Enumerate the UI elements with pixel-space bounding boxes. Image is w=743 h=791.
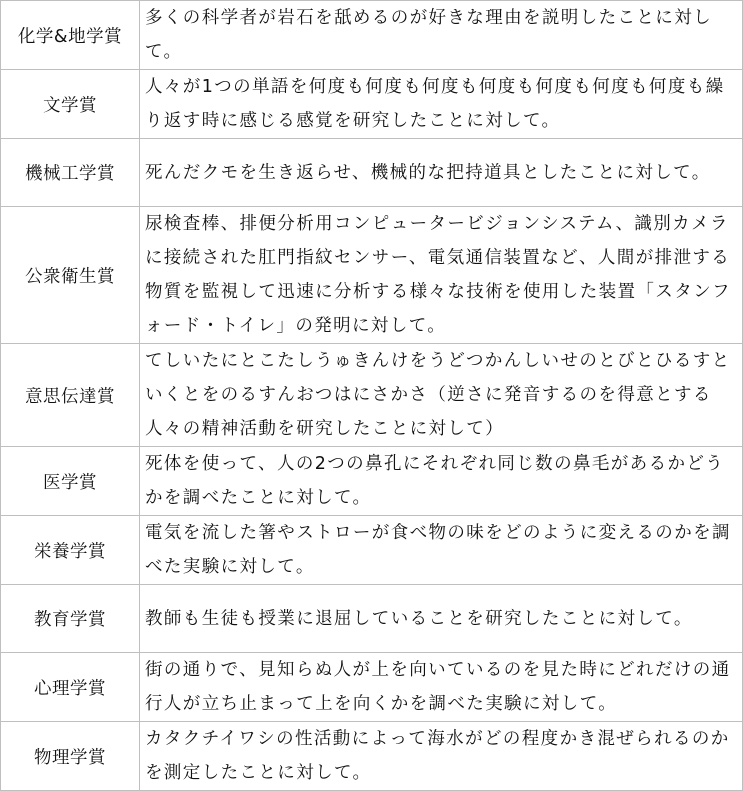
category-cell: 栄養学賞 <box>1 516 140 585</box>
description-cell: カタクチイワシの性活動によって海水がどの程度かき混ぜられるのかを測定したことに対して。 <box>140 722 743 791</box>
category-cell: 文学賞 <box>1 70 140 139</box>
category-cell: 教育学賞 <box>1 585 140 653</box>
category-cell: 医学賞 <box>1 447 140 516</box>
category-cell: 心理学賞 <box>1 653 140 722</box>
description-cell: 尿検査棒、排便分析用コンピュータービジョンシステム、識別カメラに接続された肛門指紋センサー、電気通信装置など、人間が排泄する物質を監視して迅速に分析する様々な技術を使用した装置「スタンフォード・トイレ」の発明に対して。 <box>140 207 743 344</box>
table-row <box>1 447 743 516</box>
description-cell: 街の通りで、見知らぬ人が上を向いているのを見た時にどれだけの通行人が立ち止まって上を向くかを調べた実験に対して。 <box>140 653 743 722</box>
description-cell: てしいたにとこたしうゅきんけをうどつかんしいせのとびとひるすといくとをのるすんおつはにさかさ（逆さに発音するのを得意とする人々の精神活動を研究したことに対して） <box>140 344 743 447</box>
description-cell: 多くの科学者が岩石を舐めるのが好きな理由を説明したことに対して。 <box>140 1 743 70</box>
table-row <box>1 207 743 344</box>
table-row <box>1 344 743 447</box>
description-cell: 人々が1つの単語を何度も何度も何度も何度も何度も何度も何度も繰り返す時に感じる感覚を研究したことに対して。 <box>140 70 743 139</box>
table-row <box>1 585 743 653</box>
category-cell: 化学&地学賞 <box>1 1 140 70</box>
category-cell: 機械工学賞 <box>1 139 140 207</box>
table-row <box>1 516 743 585</box>
table-row <box>1 1 743 70</box>
table-row <box>1 653 743 722</box>
table-row <box>1 722 743 791</box>
description-cell: 死体を使って、人の2つの鼻孔にそれぞれ同じ数の鼻毛があるかどうかを調べたことに対して。 <box>140 447 743 516</box>
description-cell: 死んだクモを生き返らせ、機械的な把持道具としたことに対して。 <box>140 139 743 207</box>
category-cell: 公衆衛生賞 <box>1 207 140 344</box>
table-row <box>1 70 743 139</box>
description-cell: 教師も生徒も授業に退屈していることを研究したことに対して。 <box>140 585 743 653</box>
category-cell: 意思伝達賞 <box>1 344 140 447</box>
table-row <box>1 139 743 207</box>
description-cell: 電気を流した箸やストローが食べ物の味をどのように変えるのかを調べた実験に対して。 <box>140 516 743 585</box>
category-cell: 物理学賞 <box>1 722 140 791</box>
